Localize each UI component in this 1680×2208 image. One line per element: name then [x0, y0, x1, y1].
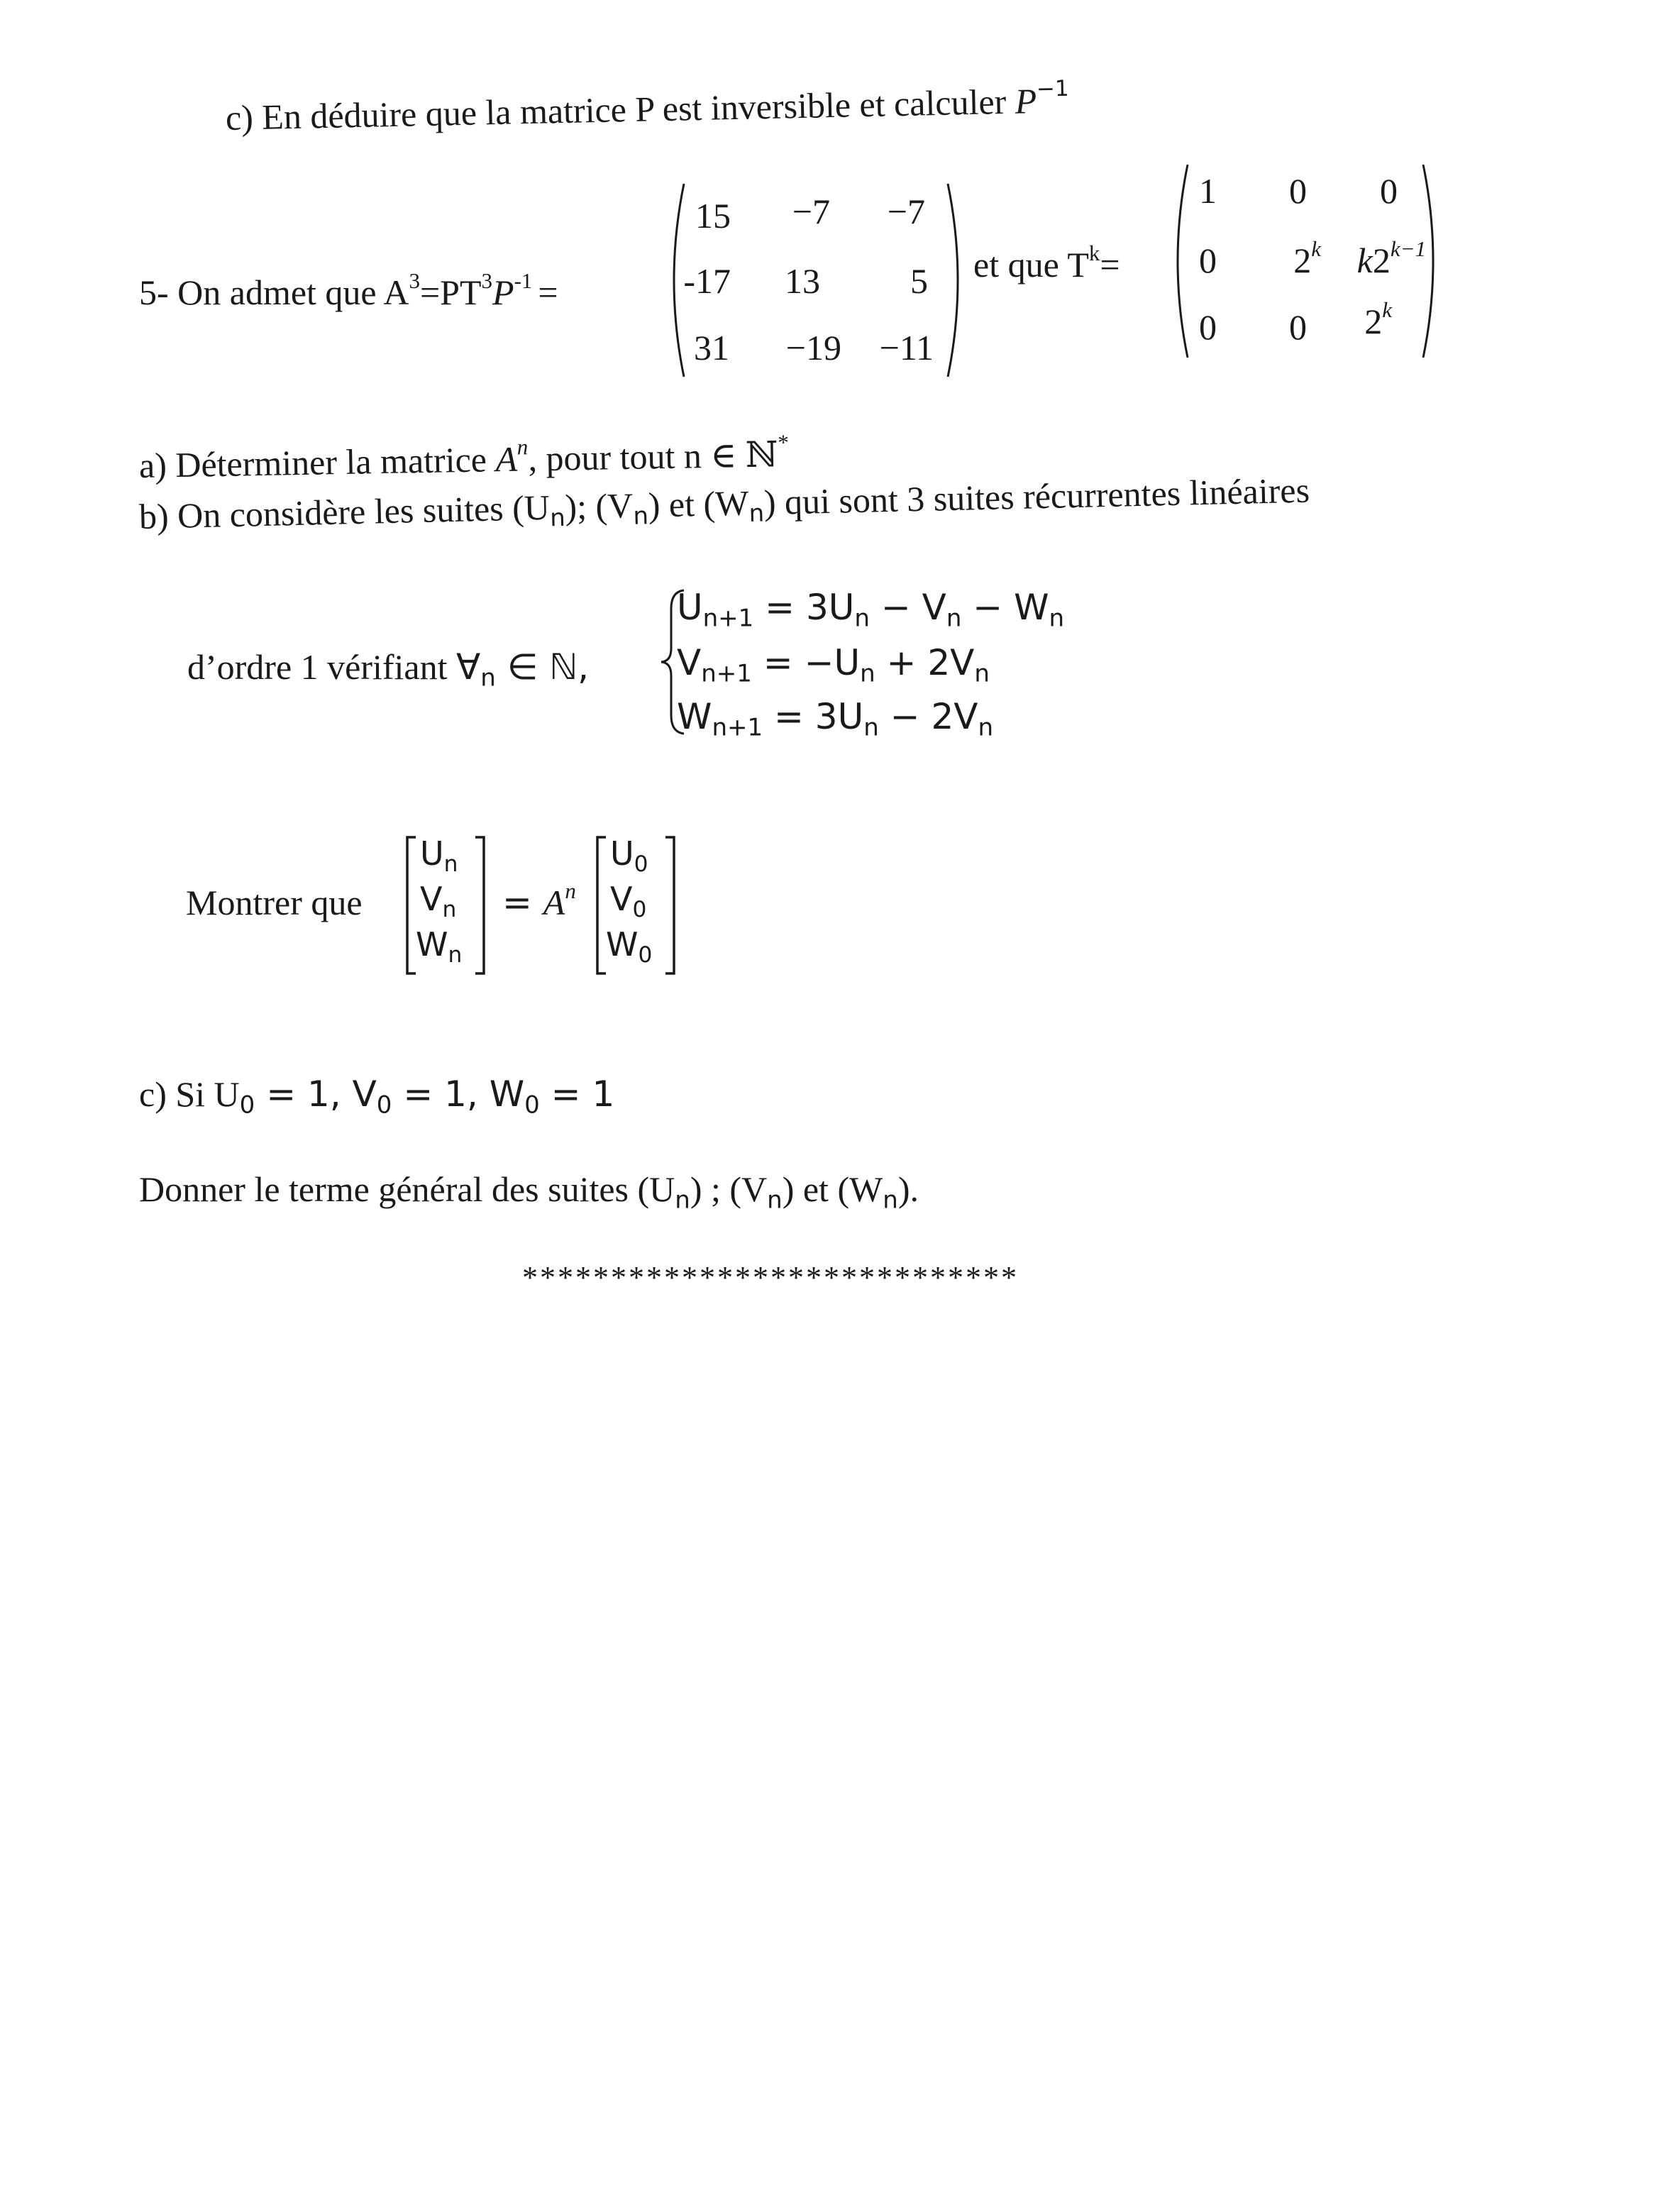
an-exponent: n	[516, 434, 529, 460]
vec-right-row2-base: W	[606, 925, 639, 964]
vec-right-row2-sub: 0	[638, 942, 653, 968]
eq3-rest: − 2V	[878, 696, 978, 737]
vector-un	[403, 834, 488, 976]
tk-cell-r1c2	[1356, 236, 1426, 281]
tk-equals: =	[1100, 245, 1120, 285]
system-eq2	[677, 642, 990, 688]
vec-right-row0	[610, 834, 648, 877]
item-b-sub3: n	[748, 499, 765, 529]
montrer-an-base: A	[543, 883, 565, 922]
tk-cell-r1c2-k: k	[1356, 241, 1373, 280]
system-eq3	[677, 696, 994, 742]
vec-right-row0-sub: 0	[634, 851, 648, 877]
vec-right-row2	[606, 925, 653, 968]
a3-cell-r1c0: -17	[683, 261, 731, 301]
eq1-rest: − V	[869, 587, 946, 628]
tk-cell-r1c2-exp: k−1	[1390, 236, 1426, 261]
eq3-lhs-sub: n+1	[712, 713, 763, 742]
eq3-r2-sub: n	[978, 713, 994, 742]
tk-cell-r2c2	[1364, 297, 1392, 342]
donner-s1: n	[675, 1186, 690, 1215]
eq1-lhs-sub: n+1	[702, 604, 754, 633]
p-inverse-base: P	[1015, 81, 1037, 121]
eq1-lhs: U	[677, 587, 703, 628]
p-exponent: -1	[514, 267, 533, 293]
vec-right-row1	[610, 880, 647, 922]
a3-exponent: 3	[409, 267, 420, 293]
system-lead	[187, 646, 590, 692]
a3-cell-r1c2: 5	[910, 261, 928, 301]
eq3-rhs: = 3U	[763, 696, 864, 737]
tk-cell-r1c1	[1293, 236, 1321, 281]
donner-s2: n	[767, 1186, 783, 1215]
vec-left-row0-base: U	[420, 834, 444, 873]
montrer-lead-text: Montrer que	[186, 883, 363, 922]
a3-cell-r0c2: −7	[887, 192, 925, 231]
et-que-text: et que	[973, 245, 1068, 285]
eq1-rhs: = 3U	[753, 587, 855, 628]
item-a	[138, 429, 790, 486]
montrer-equals: =	[502, 882, 543, 923]
in-naturals: ∈ ℕ,	[495, 646, 590, 688]
t3-exponent: 3	[481, 267, 493, 293]
forall-sub: n	[480, 663, 496, 692]
item-c2-t2: = 1, W	[392, 1073, 525, 1115]
matrix-a3-right-paren	[944, 181, 972, 380]
system-eq1	[677, 587, 1065, 633]
item-b-text1: b) On considère les suites (U	[138, 487, 551, 536]
tk-base: T	[1067, 245, 1089, 285]
a3-cell-r2c1: −19	[785, 328, 841, 368]
a3-base: A	[383, 272, 409, 312]
item-c2-s3: 0	[524, 1091, 540, 1120]
vec-right-row0-base: U	[610, 834, 634, 873]
equals-sign: =	[538, 272, 558, 312]
donner-t1: Donner le terme général des suites (U	[139, 1169, 675, 1209]
item-b-text4: ) qui sont 3 suites récurrentes linéaires	[763, 470, 1310, 523]
p-inverse-exponent: −1	[1036, 75, 1069, 102]
vec-left-row0	[420, 834, 458, 877]
eq1-r2-sub: n	[946, 604, 962, 633]
eq2-lhs: V	[677, 642, 702, 683]
p-base: P	[492, 272, 514, 312]
vec-left-row1-base: V	[420, 880, 443, 918]
tk-cell-r0c2: 0	[1380, 171, 1398, 211]
tk-cell-r1c2-two: 2	[1372, 241, 1391, 280]
eq1-r1-sub: n	[854, 604, 870, 633]
eq3-r1-sub: n	[863, 713, 879, 742]
forall-symbol: ∀	[456, 646, 481, 688]
vec-right-row1-sub: 0	[632, 896, 647, 922]
montrer-an-exp: n	[565, 878, 576, 903]
tk-exponent: k	[1088, 240, 1100, 265]
donner-t2: ) ; (V	[690, 1169, 768, 1209]
matrix-tk	[1164, 162, 1447, 360]
system-lead-text: d’ordre 1 vérifiant	[187, 647, 457, 687]
item-5-lead-text: 5- On admet que	[139, 272, 384, 312]
tk-cell-r2c2-exp: k	[1382, 297, 1392, 322]
vec-left-row2-sub: n	[448, 942, 463, 968]
a3-cell-r0c1: −7	[792, 192, 830, 231]
tk-cell-r2c0: 0	[1199, 307, 1217, 347]
eq1-r3-sub: n	[1049, 604, 1065, 633]
an-base: A	[494, 438, 518, 480]
item-5-lead	[139, 267, 558, 314]
item-b-text2: ); (V	[564, 485, 634, 527]
item-c-top	[225, 75, 1069, 138]
donner-line	[139, 1169, 919, 1215]
item-c2-t3: = 1	[539, 1073, 615, 1115]
a3-cell-r1c1: 13	[785, 261, 820, 301]
matrix-tk-left-paren	[1164, 162, 1192, 360]
item-a-text: a) Déterminer la matrice	[138, 439, 496, 485]
a3-cell-r2c2: −11	[879, 328, 934, 368]
vec-left-row0-sub: n	[443, 851, 458, 877]
eq2-rhs: = −U	[751, 642, 861, 683]
eq-pt: =PT	[419, 272, 482, 312]
montrer-eq	[502, 878, 576, 924]
item-a-rest: , pour tout n ∈ ℕ	[527, 434, 779, 479]
eq3-lhs: W	[677, 696, 712, 737]
matrix-a3	[660, 181, 972, 380]
item-c2-s2: 0	[376, 1091, 392, 1120]
vec-left-row1-sub: n	[442, 896, 457, 922]
item-c2	[139, 1073, 615, 1120]
item-a-star: *	[777, 429, 790, 456]
montrer-lead	[186, 883, 363, 924]
eq2-r2-sub: n	[974, 659, 990, 688]
eq2-lhs-sub: n+1	[701, 659, 752, 688]
vec-left-row1	[420, 880, 457, 922]
tk-cell-r1c1-exp: k	[1311, 236, 1321, 261]
tk-lead	[973, 240, 1120, 286]
item-c2-lead: c) Si U	[139, 1074, 240, 1114]
vector-u0	[593, 834, 678, 976]
item-c2-s1: 0	[239, 1091, 255, 1120]
item-c2-t1: = 1, V	[255, 1073, 377, 1115]
item-b-sub1: n	[549, 503, 566, 533]
vec-left-row2	[416, 925, 463, 968]
tk-cell-r2c2-base: 2	[1364, 302, 1383, 341]
eq1-rest2: − W	[961, 587, 1049, 628]
a3-cell-r2c0: 31	[694, 328, 729, 368]
tk-cell-r0c1: 0	[1289, 171, 1307, 211]
tk-cell-r1c1-base: 2	[1293, 241, 1312, 280]
donner-t3: ) et (W	[782, 1169, 883, 1209]
vec-left-row2-base: W	[416, 925, 448, 964]
eq2-rest: + 2V	[875, 642, 975, 683]
donner-t4: ).	[897, 1169, 919, 1209]
donner-s3: n	[883, 1186, 898, 1215]
item-b-text3: ) et (W	[648, 482, 749, 525]
eq2-r1-sub: n	[860, 659, 875, 688]
tk-cell-r1c0: 0	[1199, 241, 1217, 280]
tk-cell-r0c0: 1	[1199, 171, 1217, 211]
separator-stars: ****************************	[522, 1260, 1019, 1295]
tk-cell-r2c1: 0	[1289, 307, 1307, 347]
a3-cell-r0c0: 15	[695, 196, 731, 236]
item-b-sub2: n	[633, 502, 649, 531]
vec-right-row1-base: V	[610, 880, 633, 918]
item-c-top-text: c) En déduire que la matrice P est inversible et calculer	[225, 81, 1016, 138]
